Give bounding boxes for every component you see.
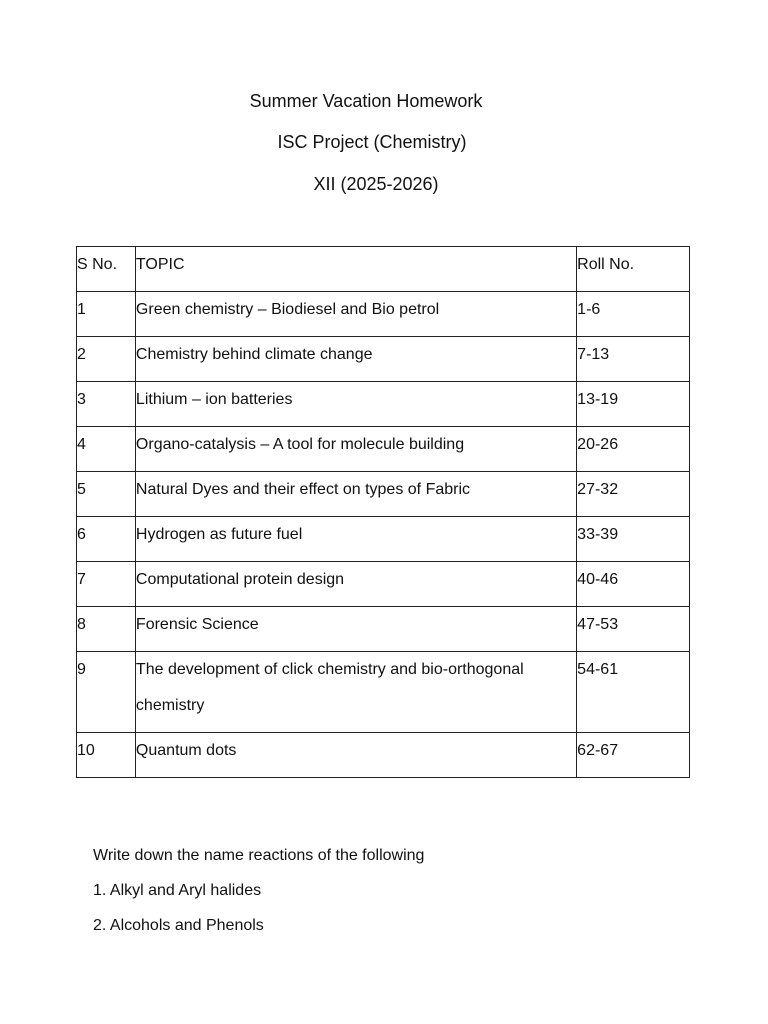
cell-topic: Chemistry behind climate change [135,337,576,382]
cell-topic: Quantum dots [135,733,576,778]
table-row [77,472,690,517]
table-row [77,652,690,733]
doc-subtitle: ISC Project (Chemistry) [277,132,467,152]
cell-roll: 33-39 [577,517,690,562]
doc-class-year: XII (2025-2026) [313,174,439,194]
cell-sno: 8 [77,607,136,652]
cell-topic: Lithium – ion batteries [135,382,576,427]
table-row [77,292,690,337]
cell-sno: 5 [77,472,136,517]
cell-topic: Computational protein design [135,562,576,607]
cell-sno: 9 [77,652,136,733]
table-row [77,607,690,652]
cell-sno: 6 [77,517,136,562]
cell-roll: 54-61 [577,652,690,733]
cell-sno: 10 [77,733,136,778]
instructions-block [93,838,424,943]
cell-roll: 27-32 [577,472,690,517]
table-row [77,733,690,778]
cell-roll: 40-46 [577,562,690,607]
table-row [77,427,690,472]
table-row [77,382,690,427]
table-row [77,337,690,382]
cell-roll: 47-53 [577,607,690,652]
cell-topic: Green chemistry – Biodiesel and Bio petrol [135,292,576,337]
cell-roll: 1-6 [577,292,690,337]
cell-sno: 3 [77,382,136,427]
table-row [77,517,690,562]
header-sno: S No. [77,247,136,292]
cell-roll: 62-67 [577,733,690,778]
cell-roll: 7-13 [577,337,690,382]
cell-sno: 1 [77,292,136,337]
doc-title: Summer Vacation Homework [249,91,483,111]
cell-topic: Hydrogen as future fuel [135,517,576,562]
instruction-item: 2. Alcohols and Phenols [93,917,264,934]
cell-topic: The development of click chemistry and bio-orthogonal chemistry [135,652,576,733]
cell-topic: Forensic Science [135,607,576,652]
instructions-intro: Write down the name reactions of the following [93,847,425,864]
topics-table [76,246,690,778]
cell-roll: 13-19 [577,382,690,427]
cell-sno: 7 [77,562,136,607]
header-topic: TOPIC [135,247,576,292]
instruction-item: 1. Alkyl and Aryl halides [93,882,262,899]
cell-roll: 20-26 [577,427,690,472]
cell-topic: Organo-catalysis – A tool for molecule building [135,427,576,472]
table-row [77,562,690,607]
cell-sno: 2 [77,337,136,382]
table-header-row [77,247,690,292]
header-roll: Roll No. [577,247,690,292]
cell-sno: 4 [77,427,136,472]
cell-topic: Natural Dyes and their effect on types of Fabric [135,472,576,517]
